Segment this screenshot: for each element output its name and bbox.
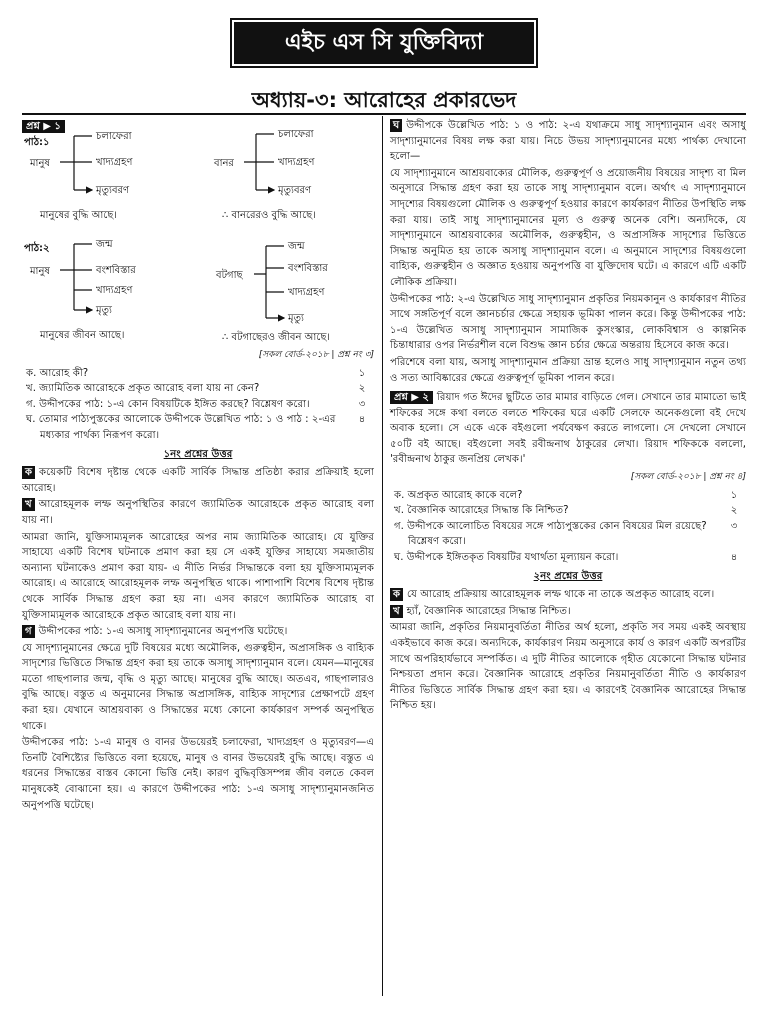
q1-question-ka: ক. আরোহ কী? ১ [26, 367, 366, 379]
left-column [22, 118, 374, 814]
diagram-1-arrows [60, 136, 92, 190]
d4-item-2: বংশবিস্তার [288, 263, 328, 274]
q1-question-gha: ঘ. তোমার পাঠ্যপুস্তকের আলোকে উদ্দীপকে উল্লেখিত পাঠ: ১ ও পাঠ : ২-এর মধ্যকার পার্থক্য নিরূপণ করো। ৪ [26, 414, 366, 441]
q1-answer-kha-1: খ আরোহমূলক লম্ফ অনুপস্থিতির কারণে জ্যামিতিক আরোহকে প্রকৃত আরোহ বলা যায় না। [22, 499, 374, 526]
d4-conclusion: ∴ বটগাছেরও জীবন আছে। [222, 332, 330, 343]
d2-item-1: চলাফেরা [278, 129, 314, 140]
d2-item-2: খাদ্যগ্রহণ [278, 157, 315, 168]
banner-title: এইচ এস সি যুক্তিবিদ্যা [234, 22, 534, 64]
d4-root: বটগাছ [216, 270, 243, 281]
d1-root: মানুষ [30, 158, 50, 169]
q1-question-kha: খ. জ্যামিতিক আরোহকে প্রকৃত আরোহ বলা যায় না কেন? ২ [26, 383, 366, 395]
q1-answer-kha-2: আমরা জানি, যুক্তিসাম্যমূলক আরোহের অপর নাম জ্যামিতিক আরোহ। যে যুক্তির সাহায্যে একটি বিশেষ ঘটনাকে প্রমাণ করা হয় সে একই যুক্তির সাহায্যে সমজাতীয় অন্যান্য ঘটনাকেও প্রমাণ করা যায়- এ নীতি নির্ভর সিদ্ধান্তকে বলা হয় যুক্তিসাম্যমূলক আরোহ। এ আরোহে আরোহমূলক লম্ফ অনুপস্থিত থাকে। পাশাপাশি বিশেষ বিশেষ দৃষ্টান্ত থেকে সার্বিক সিদ্ধান্ত গ্রহণ করা হয় না। এসব কারণে জ্যামিতিক আরোহ বা যুক্তিসাম্যমূলক আরোহকে প্রকৃত আরোহ বলা যায় না। [22, 531, 374, 621]
q1-question-ga: গ. উদ্দীপকের পাঠ: ১-এ কোন বিষয়টিকে ইঙ্গিত করছে? বিশ্লেষণ করো। ৩ [26, 398, 366, 410]
d1-item-2: খাদ্যগ্রহণ [96, 157, 133, 168]
q1-answer-gha-1: ঘ উদ্দীপকে উল্লেখিত পাঠ: ১ ও পাঠ: ২-এ যথাক্রমে সাধু সাদৃশ্যানুমান এবং অসাধু সাদৃশ্যানুমানের বিষয় লক্ষ করা যায়। নিচে উভয় সাদৃশ্যানুমানের মধ্যে পার্থক্য দেখানো হলো— [390, 120, 746, 163]
q2-question-gha: ঘ. উদ্দীপকে ইঙ্গিতকৃত বিষয়টির যথার্থতা মূল্যায়ন করো। ৪ [394, 552, 738, 564]
d3-item-1: জন্ম [96, 239, 113, 250]
d1-item-1: চলাফেরা [96, 131, 132, 142]
q1-answer-gha-2: যে সাদৃশ্যানুমানে আশ্রয়বাক্যের মৌলিক, গুরুত্বপূর্ণ ও প্রয়োজনীয় বিষয়ের সাদৃশ্য বা মিল অনুসারে সিদ্ধান্ত গ্রহণ করা হয় তাকে সাধু সাদৃশ্যানুমান বলে। অর্থাৎ এ সাদৃশ্যানুমানে সাদৃশ্যের বিষয়গুলো মৌলিক ও গুরুত্বপূর্ণ হওয়ার কারণে কার্যকারণ নীতির উপস্থিতি লক্ষ করা যায়। তাই সাধু সাদৃশ্যানুমানের মূল্য ও গুরুত্ব অনেক বেশি। অন্যদিকে, যে সাদৃশ্যানুমানে আশ্রয়বাক্যের অমৌলিক, গুরুত্বহীন, ও অপ্রাসঙ্গিক সাদৃশ্যের ভিত্তিতে সিদ্ধান্ত অনুমিত হয় তাকে অসাধু সাদৃশ্যানুমান বলে। এ অনুমানে সাদৃশ্যের বিষয়গুলো বাহ্যিক, গুরুত্বহীন ও অজ্ঞাত হওয়ায় অনুপপত্তি বা যুক্তিদোষ ঘটে। এ কারণে এটি একটি লৌকিক প্রক্রিয়া। [390, 167, 746, 288]
d2-conclusion: ∴ বানরেরও বুদ্ধি আছে। [222, 210, 316, 221]
q2-question-ga: গ. উদ্দীপকে আলোচিত বিষয়ের সঙ্গে পাঠ্যপুস্তকের কোন বিষয়ের মিল রয়েছে? বিশ্লেষণ করো। ৩ [394, 520, 738, 548]
q1-tag: প্রশ্ন ▶ ১ [22, 120, 65, 133]
q1-answer-ga-3: উদ্দীপকের পাঠ: ১-এ মানুষ ও বানর উভয়েরই চলাফেরা, খাদ্যগ্রহণ ও মৃত্যুবরণ—এ তিনটি বৈশিষ্ট্যের ভিত্তিতে বলা হয়েছে, মানুষ ও বানর উভয়েরই বুদ্ধি আছে। বস্তুত এ ধরনের সিদ্ধান্তের বাস্তব কোনো ভিত্তি নেই। কারণ বুদ্ধিবৃত্তিসম্পন্ন জীব বলতে কেবল মানুষকেই বোঝানো হয়। এ কারণে উদ্দীপকের পাঠ: ১-এ অসাধু সাদৃশ্যানুমানজনিত অনুপপত্তি ঘটেছে। [22, 737, 374, 811]
d2-item-3: মৃত্যুবরণ [278, 185, 312, 196]
q2-question-kha: খ. বৈজ্ঞানিক আরোহের সিদ্ধান্ত কি নিশ্চিত? ২ [394, 505, 738, 517]
d3-item-4: মৃত্যু [96, 305, 112, 316]
d4-item-1: জন্ম [288, 241, 305, 252]
column-divider [382, 116, 383, 996]
chapter-title: অধ্যায়-৩: আরোহের প্রকারভেদ [251, 88, 517, 112]
q2-answer-title: ২নং প্রশ্নের উত্তর [533, 570, 603, 582]
q1-answer-ga-2: যে সাদৃশ্যানুমানের ক্ষেত্রে দুটি বিষয়ের মধ্যে অমৌলিক, গুরুত্বহীন, অপ্রাসঙ্গিক ও বাহ্যিক সাদৃশ্যের ভিত্তিতে সিদ্ধান্ত গ্রহণ করা হয় তাকে অসাধু সাদৃশ্যানুমান বলে। যেমন—মানুষের মতো গাছপালার জন্ম, বৃদ্ধি ও মৃত্যু আছে। মানুষের বুদ্ধি আছে। অতএব, গাছপালারও বুদ্ধি আছে। বস্তুত এ অনুমানের সিদ্ধান্ত অপ্রাসঙ্গিক, বাহ্যিক সাদৃশ্যের প্রেক্ষাপটে গ্রহণ করা হয়। যেখানে আশ্রয়বাক্য ও সিদ্ধান্তের মধ্যে কোনো কার্যকারণ সম্পর্ক অনুপস্থিত থাকে। [22, 642, 374, 732]
d4-item-3: খাদ্যগ্রহণ [288, 287, 325, 298]
q2-answer-kha-2: আমরা জানি, প্রকৃতির নিয়মানুবর্তিতা নীতির অর্থ হলো, প্রকৃতি সব সময় একই অবস্থায় একইভাবে কাজ করে। অন্যদিকে, কার্যকারণ নিয়ম অনুসারে কার্য ও কারণ একটি অপরটির সাথে অপরিহার্যভাবে সম্পর্কিত। এ দুটি নীতির আলোকে গৃহীত যেকোনো সিদ্ধান্ত ঘটনার নিশ্চয়তা প্রদান করে। বৈজ্ঞানিক আরোহে প্রকৃতির নিয়মানুবর্তিতা নীতি ও কার্যকারণ নীতির ভিত্তিতে সার্বিক সিদ্ধান্ত গ্রহণ করা হয়। এ কারণেই বৈজ্ঞানিক আরোহের সিদ্ধান্ত নিশ্চিত হয়। [390, 622, 746, 712]
diagram-3-arrows [60, 244, 92, 310]
diagram-4-arrows [254, 246, 284, 318]
d3-root: মানুষ [30, 266, 50, 277]
q1-answer-gha-4: পরিশেষে বলা যায়, অসাধু সাদৃশ্যানুমান প্রক্রিয়া ভ্রান্ত হলেও সাধু সাদৃশ্যানুমান নতুন তথ্য ও সত্য আবিষ্কারের ক্ষেত্রে গুরুত্বপূর্ণ ভূমিকা পালন করে। [390, 356, 746, 384]
path2-label: পাঠ:২ [24, 243, 50, 254]
path1-label: পাঠ:১ [24, 137, 50, 148]
d4-item-4: মৃত্যু [288, 313, 304, 324]
q2-answer-kha-1: খ হ্যাঁ, বৈজ্ঞানিক আরোহের সিদ্ধান্ত নিশ্চিত। [390, 604, 746, 620]
right-column [390, 118, 746, 715]
q1-answer-title: ১নং প্রশ্নের উত্তর [163, 448, 233, 460]
top-rule [22, 113, 746, 115]
q1-answer-ka: ক কয়েকটি বিশেষ দৃষ্টান্ত থেকে একটি সার্বিক সিদ্ধান্ত প্রতিষ্ঠা করার প্রক্রিয়াই হলো আরোহ। [22, 467, 374, 494]
q1-answer-ga-1: গ উদ্দীপকের পাঠ: ১-এ অসাধু সাদৃশ্যানুমানের অনুপপত্তি ঘটেছে। [22, 624, 374, 640]
d2-root: বানর [214, 158, 234, 169]
q2-stem: প্রশ্ন ▶ ২ রিয়াদ গত ঈদের ছুটিতে তার মামার বাড়িতে গেল। সেখানে তার মামাতো ভাই শফিকের সঙ্গে কথা বলতে বলতে শফিকের ঘরে একটি সেলফে অনেকগুলো বই দেখে অবাক হলো। সে একে একে বইগুলো পর্যবেক্ষণ করতে লাগলো। সে দেখলো সেখানে ৫০টি বই আছে। বইগুলো সবই রবীন্দ্রনাথ ঠাকুরের লেখা। রিয়াদ শফিককে বললো, 'রবীন্দ্রনাথ ঠাকুর জনপ্রিয় লেখক।' [390, 392, 746, 466]
d1-item-3: মৃত্যুবরণ [96, 185, 130, 196]
diagram-arrows [22, 118, 374, 346]
d3-item-3: খাদ্যগ্রহণ [96, 285, 133, 296]
diagram-2-arrows [244, 134, 274, 190]
title-banner [230, 18, 538, 68]
q2-answer-ka: ক যে আরোহ প্রক্রিয়ায় আরোহমূলক লম্ফ থাকে না তাকে অপ্রকৃত আরোহ বলে। [390, 587, 746, 603]
d3-conclusion: মানুষের জীবন আছে। [40, 330, 125, 341]
q1-answer-gha-3: উদ্দীপকের পাঠ: ২-এ উল্লেখিত সাধু সাদৃশ্যানুমান প্রকৃতির নিয়মকানুন ও কার্যকারণ নীতির সাথে সঙ্গতিপূর্ণ বলে জ্ঞানচর্চার ক্ষেত্রে সহায়ক ভূমিকা পালন করে। কিন্তু উদ্দীপকের পাঠ: ১-এ উল্লেখিত অসাধু সাদৃশ্যানুমান সামাজিক কুসংস্কার, লোকবিশ্বাস ও কাল্পনিক চিন্তাধারার ওপর নির্ভরশীল বলে বিশুদ্ধ জ্ঞান চর্চার ক্ষেত্রে অন্তরায় হিসেবে কাজ করে। [390, 293, 746, 352]
q2-source: [সকল বোর্ড-২০১৮ | প্রশ্ন নং ৪] [630, 472, 746, 483]
q1-diagram [22, 118, 374, 346]
d1-conclusion: মানুষের বুদ্ধি আছে। [40, 210, 117, 221]
q2-question-ka: ক. অপ্রকৃত আরোহ কাকে বলে? ১ [394, 489, 738, 501]
q1-source: [সকল বোর্ড-২০১৮ | প্রশ্ন নং ৩] [258, 350, 374, 360]
d3-item-2: বংশবিস্তার [96, 265, 136, 276]
